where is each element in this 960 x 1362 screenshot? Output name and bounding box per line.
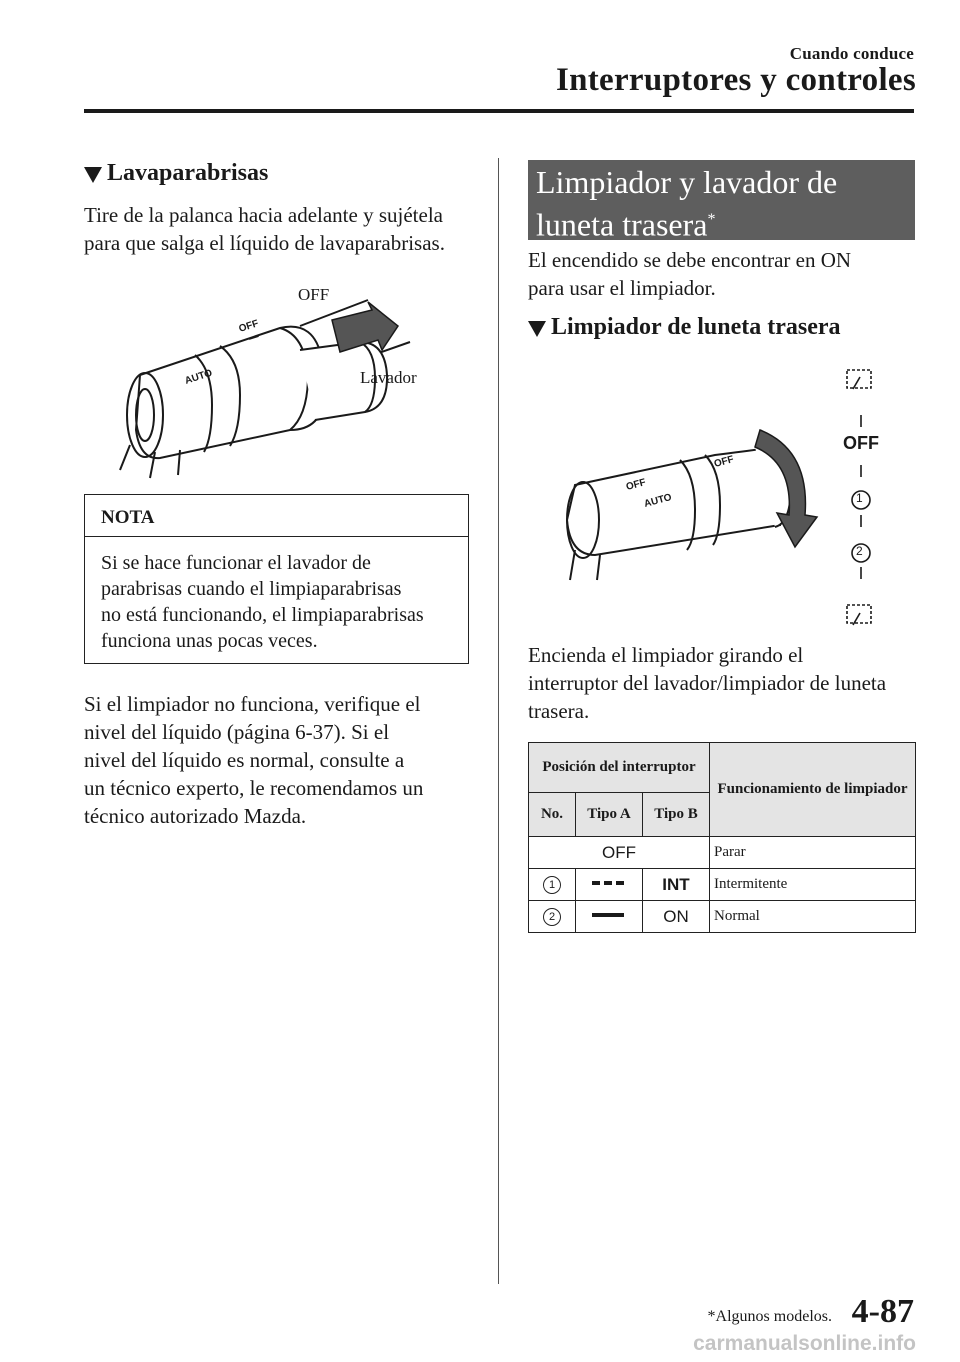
banner-line: Limpiador y lavador de xyxy=(536,164,838,200)
triangle-bullet-icon xyxy=(84,167,102,183)
text-line: Encienda el limpiador girando el xyxy=(528,643,804,667)
text-line: El encendido se debe encontrar en ON xyxy=(528,248,852,272)
text-line: técnico autorizado Mazda. xyxy=(84,804,307,828)
banner-line xyxy=(536,201,907,244)
header-type-b: Tipo B xyxy=(643,793,710,837)
cell-function: Intermitente xyxy=(710,869,916,901)
rear-intro xyxy=(528,246,851,302)
note-box xyxy=(84,494,469,664)
switch-label-off: OFF xyxy=(843,433,879,453)
cell-no xyxy=(529,869,576,901)
wiper-position-table xyxy=(528,742,916,933)
cell-position-off: OFF xyxy=(529,837,710,869)
header-function: Funcionamiento de limpiador xyxy=(710,743,916,837)
text-line: un técnico experto, le recomendamos un xyxy=(84,776,424,800)
text-line: trasera. xyxy=(528,699,590,723)
text-line: funciona unas pocas veces. xyxy=(101,630,318,652)
text-line: nivel del líquido es normal, consulte a xyxy=(84,748,405,772)
table-row xyxy=(529,901,916,933)
solid-line-icon xyxy=(592,910,626,920)
chapter-label: Cuando conduce xyxy=(789,44,914,63)
dashed-line-icon xyxy=(592,878,626,888)
washer-closing-paragraph xyxy=(84,690,423,830)
triangle-bullet-icon xyxy=(528,321,546,337)
header-rule xyxy=(84,109,914,113)
page-number: 4-87 xyxy=(851,1293,914,1330)
switch-label-pos2: 2 xyxy=(856,544,863,558)
note-title: NOTA xyxy=(85,495,468,537)
rear-wiper-heading-text: Limpiador de luneta trasera xyxy=(551,314,841,340)
text-line: Si el limpiador no funciona, verifique el xyxy=(84,692,421,716)
figure-label-off: OFF xyxy=(298,285,330,304)
washer-intro xyxy=(84,201,445,257)
text-line: nivel del líquido (página 6-37). Si el xyxy=(84,720,390,744)
svg-text:AUTO: AUTO xyxy=(642,491,673,510)
footnote: *Algunos modelos. xyxy=(707,1308,832,1325)
rear-wiper-switch-figure xyxy=(555,355,895,645)
section-title: Interruptores y controles xyxy=(555,62,916,98)
table-header-row xyxy=(529,743,916,793)
position-1-icon: 1 xyxy=(543,876,561,894)
svg-text:AUTO: AUTO xyxy=(183,367,214,387)
cell-type-a xyxy=(576,901,643,933)
rear-wiper-banner xyxy=(528,160,915,243)
text-line: no está funcionando, el limpiaparabrisas xyxy=(101,604,424,626)
text-line: Si se hace funcionar el lavador de xyxy=(101,552,371,574)
header-type-a: Tipo A xyxy=(576,793,643,837)
switch-label-pos1: 1 xyxy=(856,491,863,505)
svg-text:OFF: OFF xyxy=(237,318,260,335)
cell-function: Parar xyxy=(710,837,916,869)
header-no: No. xyxy=(529,793,576,837)
svg-text:OFF: OFF xyxy=(624,477,648,493)
note-body xyxy=(85,537,468,654)
text-line: interruptor del lavador/limpiador de luneta xyxy=(528,671,887,695)
banner-text: luneta trasera xyxy=(536,206,708,243)
cell-type-a xyxy=(576,869,643,901)
text-line: Tire de la palanca hacia adelante y sujétela xyxy=(84,203,443,227)
cell-no xyxy=(529,901,576,933)
cell-type-b: ON xyxy=(643,901,710,933)
text-line: parabrisas cuando el limpiaparabrisas xyxy=(101,578,402,600)
text-line: para usar el limpiador. xyxy=(528,276,716,300)
rear-wiper-heading xyxy=(528,314,841,341)
figure-label-washer: Lavador xyxy=(360,368,417,387)
svg-text:OFF: OFF xyxy=(712,454,736,470)
cell-type-b: INT xyxy=(643,869,710,901)
rear-instruction xyxy=(528,641,886,725)
table-row xyxy=(529,837,916,869)
svg-text:—: — xyxy=(247,331,261,345)
column-divider xyxy=(498,158,499,1284)
table-row xyxy=(529,869,916,901)
washer-heading-text: Lavaparabrisas xyxy=(107,160,269,186)
position-2-icon: 2 xyxy=(543,908,561,926)
text-line: para que salga el líquido de lavaparabrisas. xyxy=(84,231,445,255)
cell-function: Normal xyxy=(710,901,916,933)
header-position: Posición del interruptor xyxy=(529,743,710,793)
footnote-mark: * xyxy=(707,211,716,228)
washer-heading xyxy=(84,160,268,187)
watermark: carmanualsonline.info xyxy=(693,1332,916,1355)
